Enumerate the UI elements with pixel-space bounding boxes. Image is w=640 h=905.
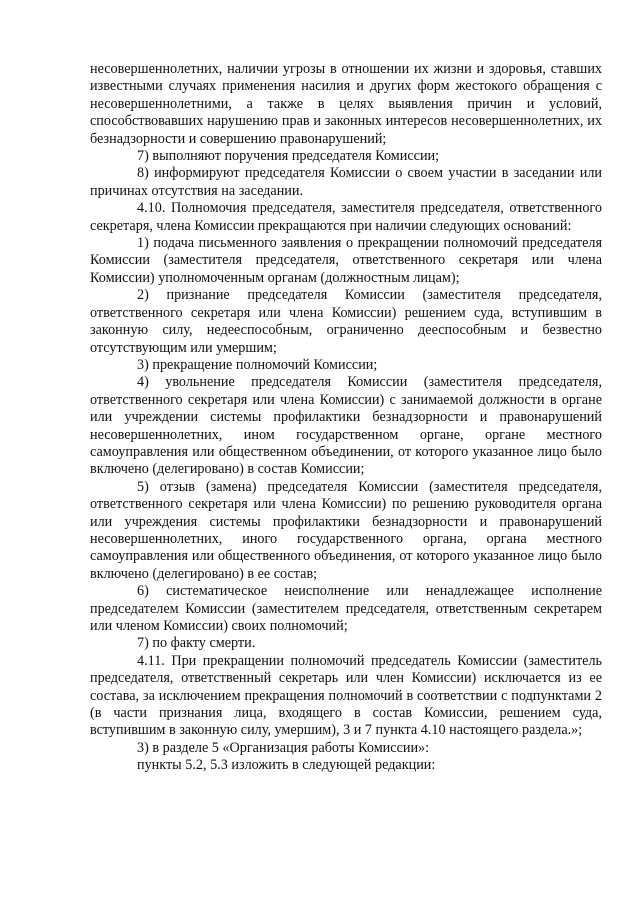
paragraph-ground-3: 3) прекращение полномочий Комиссии; xyxy=(137,356,378,373)
paragraph-item-7-instructions: 7) выполняют поручения председателя Комиссии; xyxy=(137,148,440,165)
paragraph-section-4-11: 4.11. При прекращении полномочий председатель Комиссии (заместитель председателя, ответственный секретарь или член Комиссии) исключается из ее состава, за исключением прекращения полномочий в соответствии с подпунктами 2 (в части признания лица, входящего в состав Комиссии, решением суда, вступившим в законную силу, умершим), 3 и 7 пункта 4.10 настоящего раздела.»; xyxy=(90,652,602,739)
paragraph-section-4-10: 4.10. Полномочия председателя, заместителя председателя, ответственного секретаря, члена Комиссии прекращаются при наличии следующих оснований: xyxy=(90,200,602,234)
paragraph-continuation: несовершеннолетних, наличии угрозы в отношении их жизни и здоровья, ставших известными случаях применения насилия и других форм жестокого обращения с несовершеннолетними, а также в целях выявления причин и условий, способствовавших нарушению прав и законных интересов несовершеннолетних, их безнадзорности и совершению правонарушений; xyxy=(90,61,602,147)
paragraph-ground-7: 7) по факту смерти. xyxy=(137,635,256,652)
paragraph-ground-5: 5) отзыв (замена) председателя Комиссии (заместителя председателя, ответственного секретаря или члена Комиссии) по решению руководителя органа или учреждения системы профилактики безнадзорности и правонарушений несовершеннолетних, иного государственного органа, органа местного самоуправления или общественного объединения, от которого указанное лицо было включено (делегировано) в ее состав; xyxy=(90,478,602,582)
paragraph-amendment-items: пункты 5.2, 5.3 изложить в следующей редакции: xyxy=(137,757,436,774)
paragraph-ground-2: 2) признание председателя Комиссии (заместителя председателя, ответственного секретаря или члена Комиссии) решением суда, вступившим в законную силу, недееспособным, ограниченно дееспособным и безвестно отсутствующим или умершим; xyxy=(90,287,602,356)
document-body xyxy=(90,61,602,775)
paragraph-ground-6: 6) систематическое неисполнение или ненадлежащее исполнение председателем Комиссии (заместителем председателя, ответственным секретарем или членом Комиссии) своих полномочий; xyxy=(90,583,602,634)
paragraph-item-8-inform: 8) информируют председателя Комиссии о своем участии в заседании или причинах отсутствия на заседании. xyxy=(90,165,602,199)
paragraph-ground-4: 4) увольнение председателя Комиссии (заместителя председателя, ответственного секретаря или члена Комиссии) с занимаемой должности в органе или учреждении системы профилактики безнадзорности и правонарушений несовершеннолетних, ином государственном органе, органе местного самоуправления или общественном объединении, от которого указанное лицо было включено (делегировано) в состав Комиссии; xyxy=(90,374,602,478)
paragraph-amendment-section-5: 3) в разделе 5 «Организация работы Комиссии»: xyxy=(137,739,430,756)
paragraph-ground-1: 1) подача письменного заявления о прекращении полномочий председателя Комиссии (заместителя председателя, ответственного секретаря или члена Комиссии) уполномоченным органам (должностным лицам); xyxy=(90,235,602,286)
